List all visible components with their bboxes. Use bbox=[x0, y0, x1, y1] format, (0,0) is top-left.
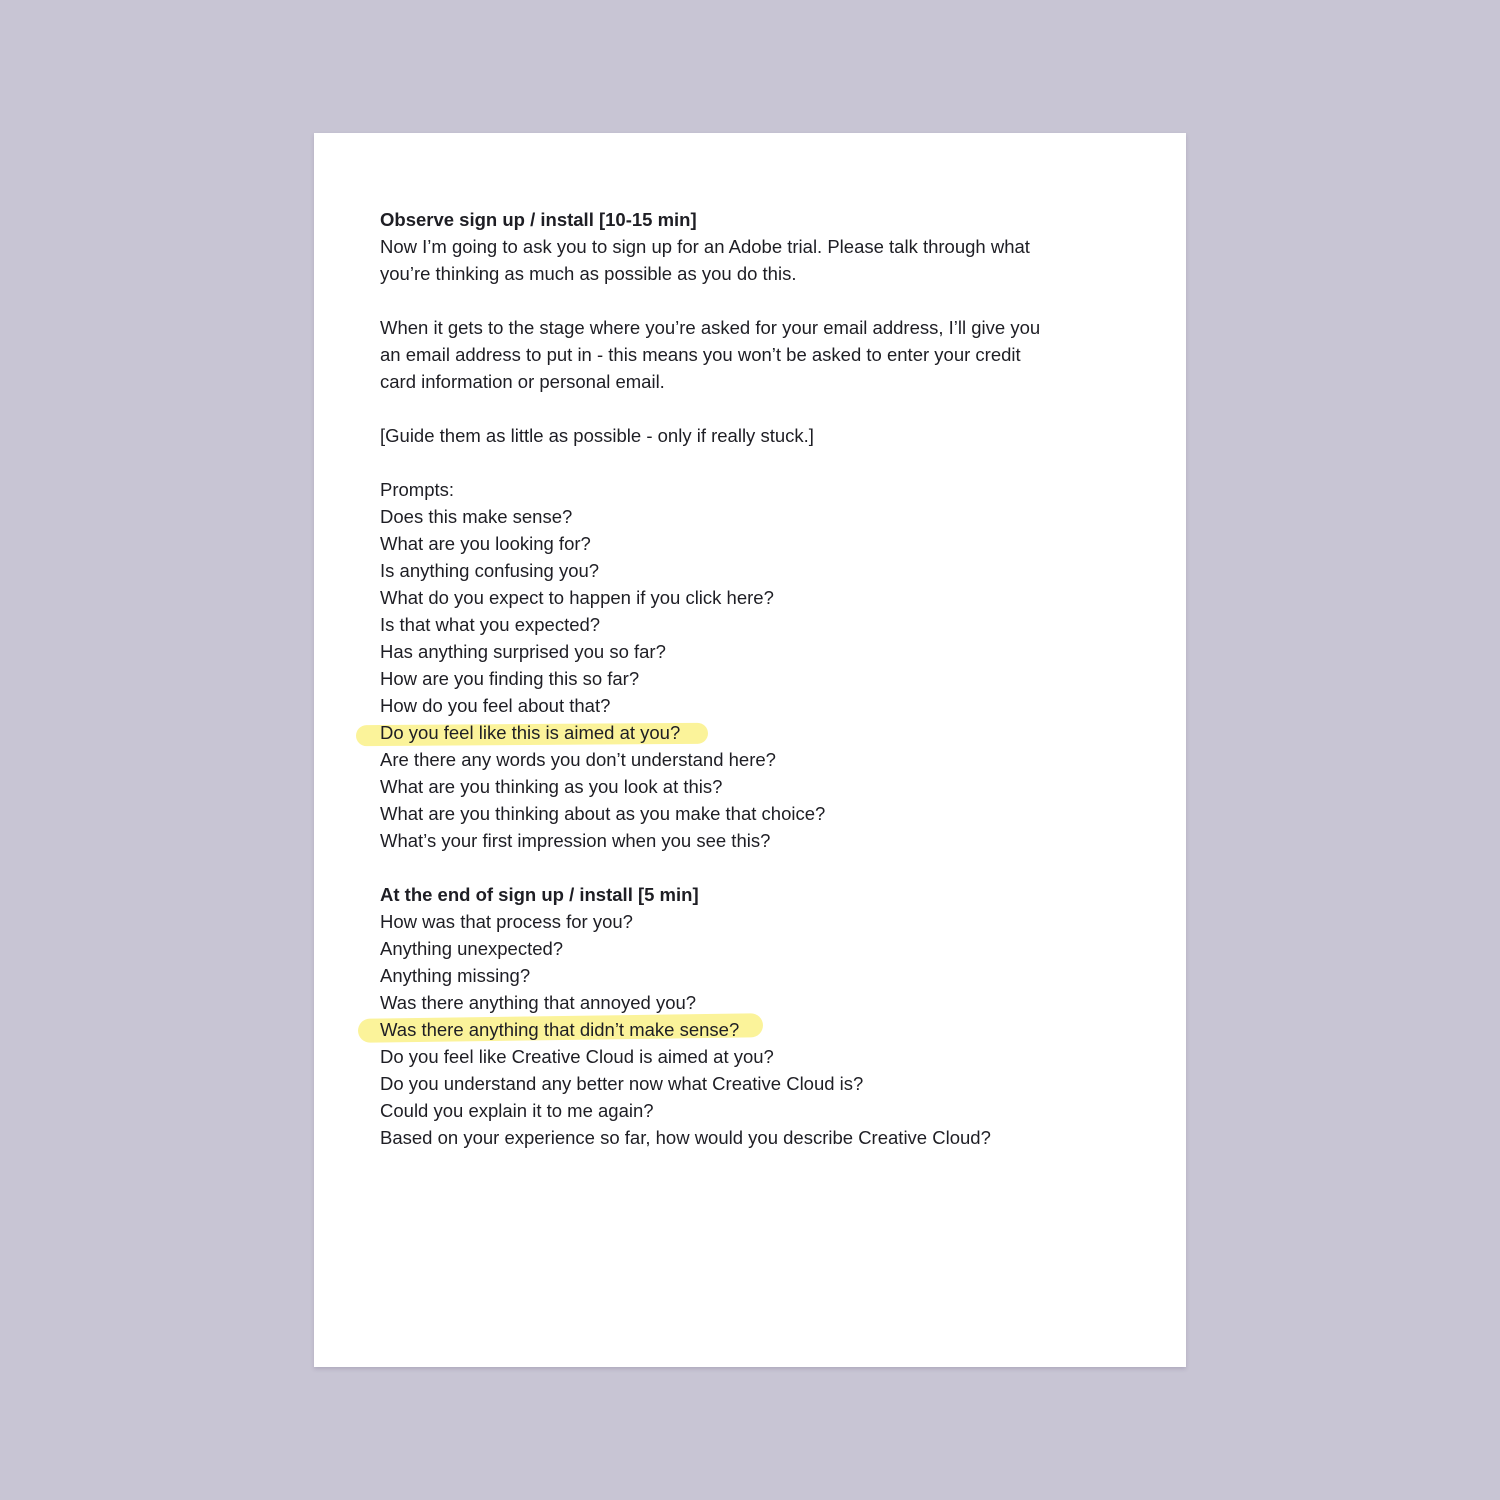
question-item: Was there anything that annoyed you? bbox=[380, 992, 697, 1013]
document-content bbox=[380, 206, 1120, 1151]
question-item: How was that process for you? bbox=[380, 911, 633, 932]
question-item: Do you feel like Creative Cloud is aimed at you? bbox=[380, 1046, 774, 1067]
prompt-item: Does this make sense? bbox=[380, 506, 573, 527]
prompt-item: How do you feel about that? bbox=[380, 695, 611, 716]
prompt-item-highlighted bbox=[380, 719, 1120, 746]
prompt-item: What’s your first impression when you see this? bbox=[380, 830, 771, 851]
prompt-item: What are you thinking as you look at this? bbox=[380, 776, 723, 797]
highlight-marker: Do you feel like this is aimed at you? bbox=[380, 722, 681, 743]
prompt-item: What are you thinking about as you make that choice? bbox=[380, 803, 826, 824]
question-item: Do you understand any better now what Creative Cloud is? bbox=[380, 1073, 864, 1094]
prompt-item: What are you looking for? bbox=[380, 533, 591, 554]
question-item: Anything unexpected? bbox=[380, 938, 564, 959]
question-item: Based on your experience so far, how would you describe Creative Cloud? bbox=[380, 1127, 991, 1148]
prompt-item: Is anything confusing you? bbox=[380, 560, 600, 581]
email-instructions-line: When it gets to the stage where you’re asked for your email address, I’ll give you bbox=[380, 317, 1041, 338]
question-item: Anything missing? bbox=[380, 965, 531, 986]
prompt-item: What do you expect to happen if you click here? bbox=[380, 587, 774, 608]
prompts-label: Prompts: bbox=[380, 479, 455, 500]
highlight-marker: Was there anything that didn’t make sense? bbox=[380, 1019, 740, 1040]
question-item: Could you explain it to me again? bbox=[380, 1100, 654, 1121]
intro-line: you’re thinking as much as possible as you do this. bbox=[380, 263, 797, 284]
prompt-item: How are you finding this so far? bbox=[380, 668, 640, 689]
section-heading-end: At the end of sign up / install [5 min] bbox=[380, 884, 699, 905]
prompt-item: Has anything surprised you so far? bbox=[380, 641, 666, 662]
intro-line: Now I’m going to ask you to sign up for an Adobe trial. Please talk through what bbox=[380, 236, 1030, 257]
question-item-highlighted bbox=[380, 1016, 1120, 1043]
prompt-item: Is that what you expected? bbox=[380, 614, 601, 635]
email-instructions-line: card information or personal email. bbox=[380, 371, 665, 392]
email-instructions-line: an email address to put in - this means you won’t be asked to enter your credit bbox=[380, 344, 1021, 365]
prompt-item: Are there any words you don’t understand here? bbox=[380, 749, 776, 770]
guide-note: [Guide them as little as possible - only if really stuck.] bbox=[380, 425, 814, 446]
section-heading-observe: Observe sign up / install [10-15 min] bbox=[380, 209, 697, 230]
document-page bbox=[314, 133, 1186, 1367]
